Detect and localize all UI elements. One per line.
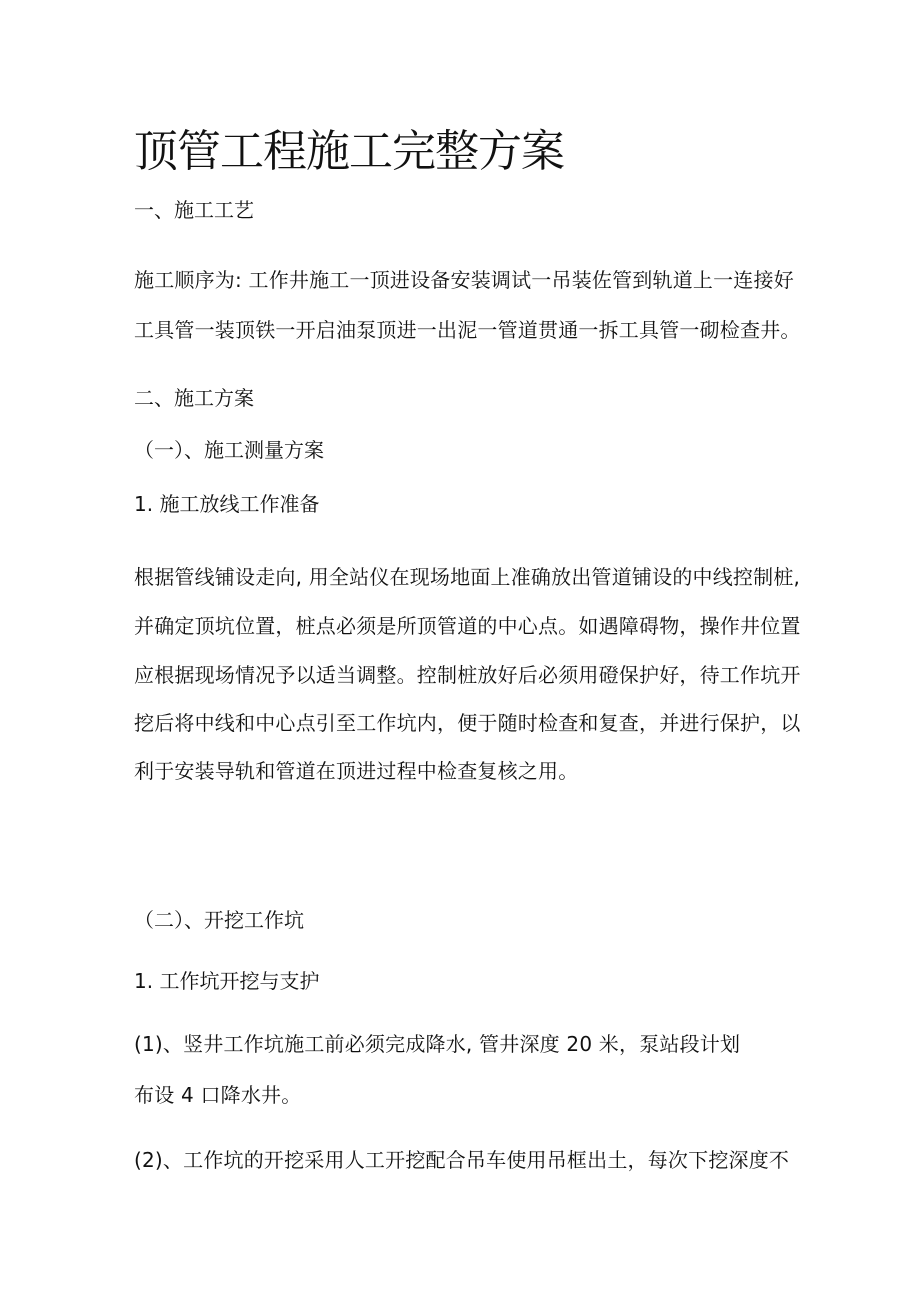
section-heading-process: 一、施工工艺	[134, 198, 254, 222]
item-heading-setout: 1. 施工放线工作准备	[134, 492, 320, 516]
paragraph-line: 工具管一装顶铁一开启油泵顶进一出泥一管道贯通一拆工具管一砌检查井。	[134, 318, 801, 342]
paragraph-line: 应根据现场情况予以适当调整。控制桩放好后必须用磴保护好，待工作坑开	[134, 663, 801, 687]
paragraph-line: 利于安装导轨和管道在顶进过程中检查复核之用。	[134, 759, 579, 783]
document-title: 顶管工程施工完整方案	[134, 126, 564, 177]
paragraph-line: 根据管线铺设走向, 用全站仪在现场地面上准确放出管道铺设的中线控制桩,	[134, 565, 801, 589]
paragraph-line: (1)、竖井工作坑施工前必须完成降水, 管井深度 20 米，泵站段计划	[134, 1032, 741, 1056]
subsection-heading-survey: （一）、施工测量方案	[134, 438, 324, 462]
paragraph-line: 布设 4 口降水井。	[134, 1083, 302, 1107]
section-heading-plan: 二、施工方案	[134, 386, 254, 410]
paragraph-line: (2)、工作坑的开挖采用人工开挖配合吊车使用吊框出土，每次下挖深度不	[134, 1148, 790, 1172]
subsection-heading-excavation: （二）、开挖工作坑	[134, 908, 304, 932]
paragraph-line: 挖后将中线和中心点引至工作坑内，便于随时检查和复查，并进行保护，以	[134, 711, 801, 735]
item-heading-excavation-support: 1. 工作坑开挖与支护	[134, 969, 320, 993]
paragraph-line: 施工顺序为: 工作井施工一顶进设备安装调试一吊装佐管到轨道上一连接好	[134, 268, 794, 292]
paragraph-line: 并确定顶坑位置，桩点必须是所顶管道的中心点。如遇障碍物，操作井位置	[134, 614, 801, 638]
